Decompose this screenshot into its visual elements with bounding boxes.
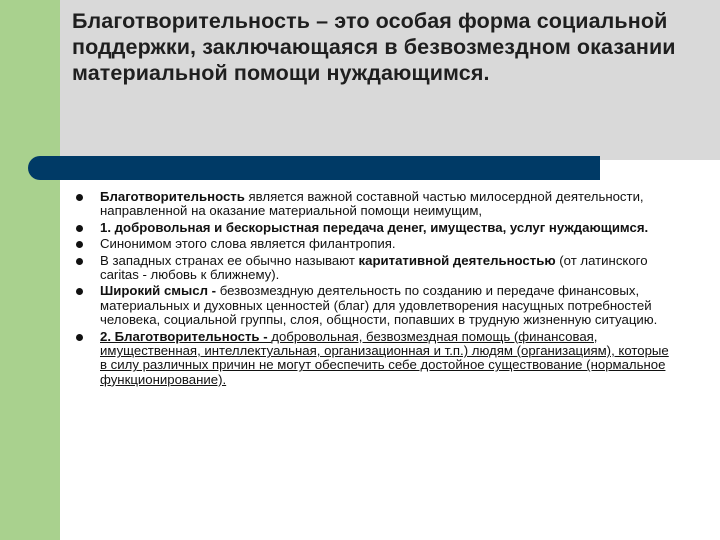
left-decor-band [0,0,60,540]
list-item [72,330,672,388]
item-text: В западных странах ее обычно называют [100,252,359,268]
item-bold: Благотворительность [100,189,245,204]
bullet-icon [76,334,83,341]
item-bold: каритативной деятельностью [358,252,556,268]
list-item [72,284,672,327]
item-text: является важной составной частью милосердной деятельности, направленной на оказание материальной помощи неимущим, [100,189,644,219]
bullet-icon [76,258,83,265]
item-text-link[interactable]: добровольная, безвозмездная помощь (финансовая, имущественная, интеллектуальная, организационная и т.п.) людям (организациям), которые в силу различных причин не могут обеспечить себе достойное существование (нормальное функционирование). [100,328,669,387]
item-text: безвозмездную деятельность по созданию и передаче финансовых, материальных и духовных ценностей (благ) для удовлетворения насущных потребностей человека, социальной группы, слоя, общности, попавших в трудную жизненную ситуацию. [100,283,658,328]
item-text-continued: (от латинского caritas - любовь к ближнему). [100,252,648,283]
bullet-icon [76,225,83,232]
list-item [72,237,672,251]
bullet-icon [76,241,83,248]
item-text: Синонимом этого слова является филантропия. [100,236,396,252]
list-item [72,190,672,219]
bullet-icon [76,288,83,295]
list-item [72,254,672,283]
title-divider-bar [28,156,600,180]
bullet-icon [76,194,83,201]
bullet-list [72,190,672,389]
item-bold-link[interactable]: 2. Благотворительность - [100,328,272,344]
slide-title: Благотворительность – это особая форма социальной поддержки, заключающаяся в безвозмездном оказании материальной помощи нуждающимся. [72,9,676,85]
item-bold: Широкий смысл - [100,283,220,299]
item-bold: 1. добровольная и бескорыстная передача денег, имущества, услуг нуждающимся. [100,219,649,235]
list-item [72,221,672,235]
